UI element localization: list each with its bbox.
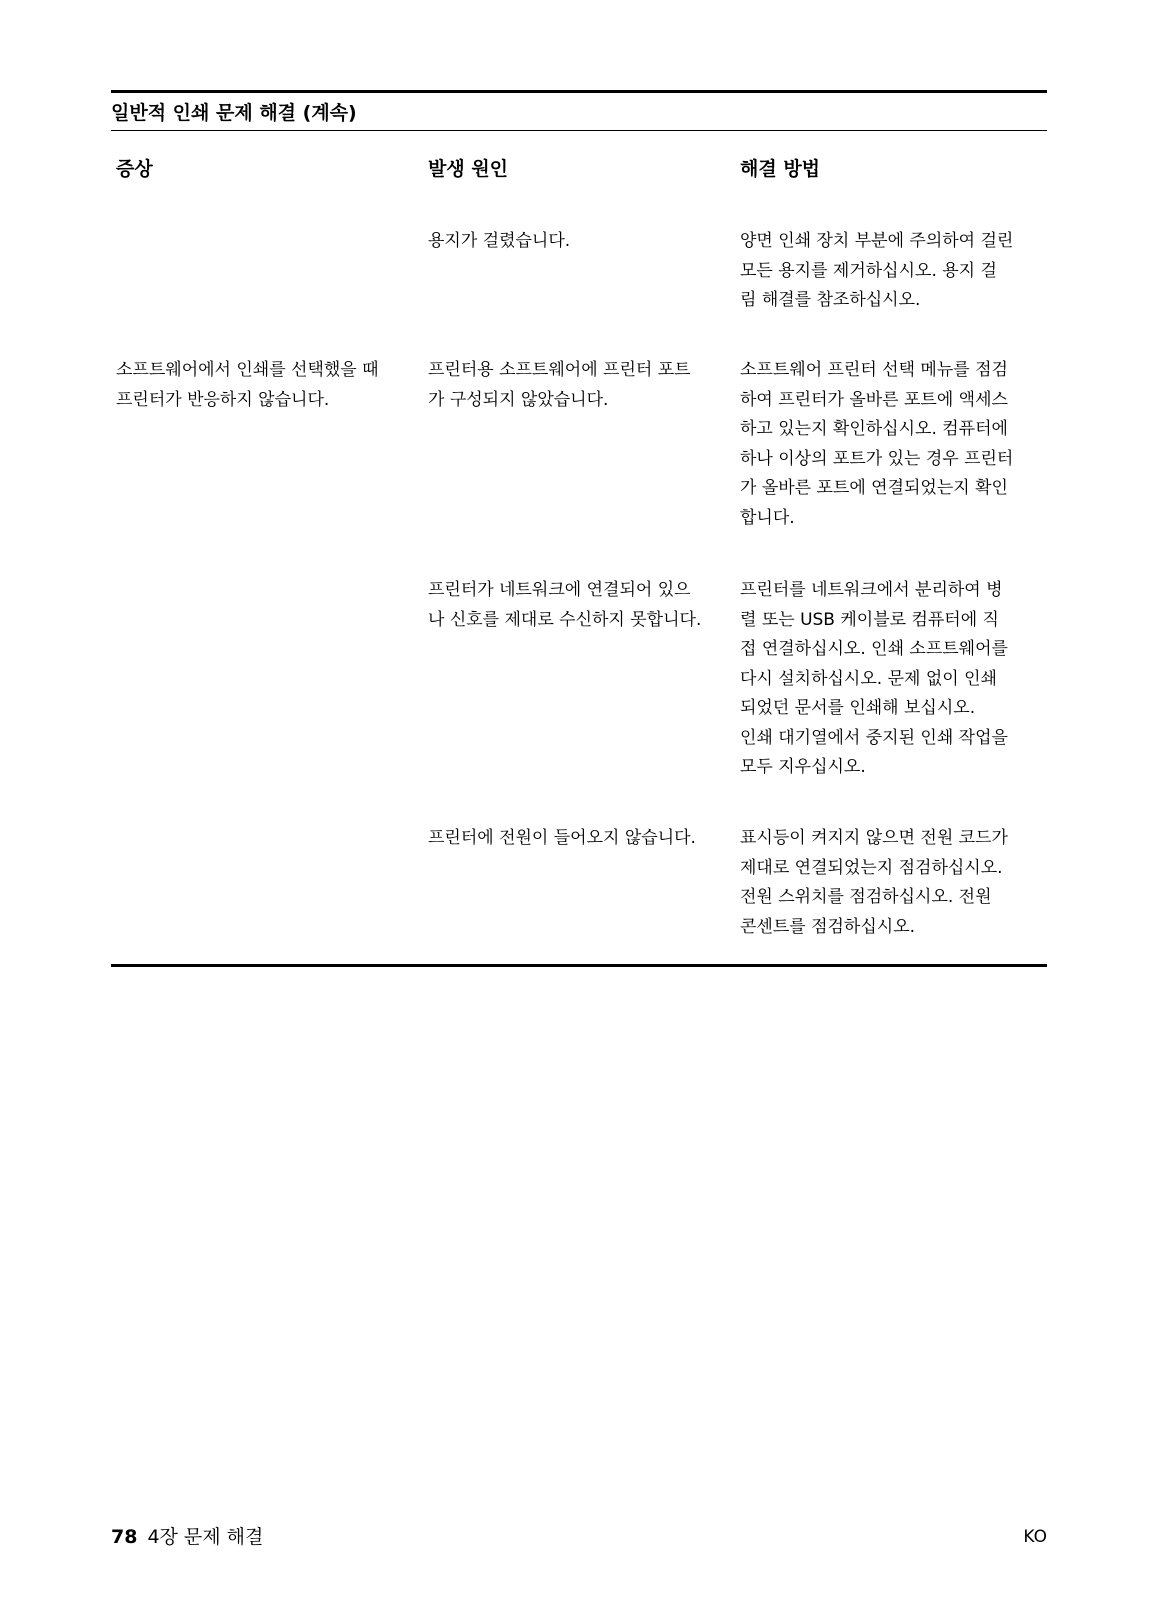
- table-cell-solution: 표시등이 켜지지 않으면 전원 코드가 제대로 연결되었는지 점검하십시오. 전원 스위치를 점검하십시오. 전원 콘센트를 점검하십시오.: [740, 828, 1008, 937]
- section-title: 일반적 인쇄 문제 해결 (계속): [111, 102, 357, 124]
- table-cell-symptom: 소프트웨어에서 인쇄를 선택했을 때 프린터가 반응하지 않습니다.: [116, 360, 379, 410]
- table-cell-cause: 용지가 걸렸습니다.: [428, 231, 571, 251]
- column-header-cause: 발생 원인: [428, 158, 509, 180]
- column-header-symptom: 증상: [116, 158, 153, 180]
- column-header-solution: 해결 방법: [740, 158, 821, 180]
- page-number: 78: [111, 1526, 138, 1548]
- language-code: KO: [1023, 1527, 1047, 1547]
- header-rule: [111, 130, 1047, 131]
- page-footer: [111, 1524, 263, 1550]
- bottom-rule: [111, 964, 1047, 967]
- table-cell-cause: 프린터가 네트워크에 연결되어 있으 나 신호를 제대로 수신하지 못합니다.: [428, 580, 702, 630]
- table-cell-solution: 소프트웨어 프린터 선택 메뉴를 점검 하여 프린터가 올바른 포트에 액세스 하고 있는지 확인하십시오. 컴퓨터에 하나 이상의 포트가 있는 경우 프린터 가 올바른 포트에 연결되었는지 확인 합니다.: [740, 360, 1014, 528]
- table-cell-solution: 양면 인쇄 장치 부분에 주의하여 걸린 모든 용지를 제거하십시오. 용지 걸 림 해결를 참조하십시오.: [740, 231, 1014, 310]
- table-cell-cause: 프린터에 전원이 들어오지 않습니다.: [428, 828, 696, 848]
- table-cell-solution: 프린터를 네트워크에서 분리하여 병 렬 또는 USB 케이블로 컴퓨터에 직 접 연결하십시오. 인쇄 소프트웨어를 다시 설치하십시오. 문제 없이 인쇄 되었던 문서를 인쇄해 보십시오. 인쇄 대기열에서 중지된 인쇄 작업을 모두 지우십시오.: [740, 580, 1008, 777]
- table-cell-cause: 프린터용 소프트웨어에 프린터 포트 가 구성되지 않았습니다.: [428, 360, 691, 410]
- chapter-title: 4장 문제 해결: [147, 1526, 264, 1548]
- top-rule: [111, 90, 1047, 93]
